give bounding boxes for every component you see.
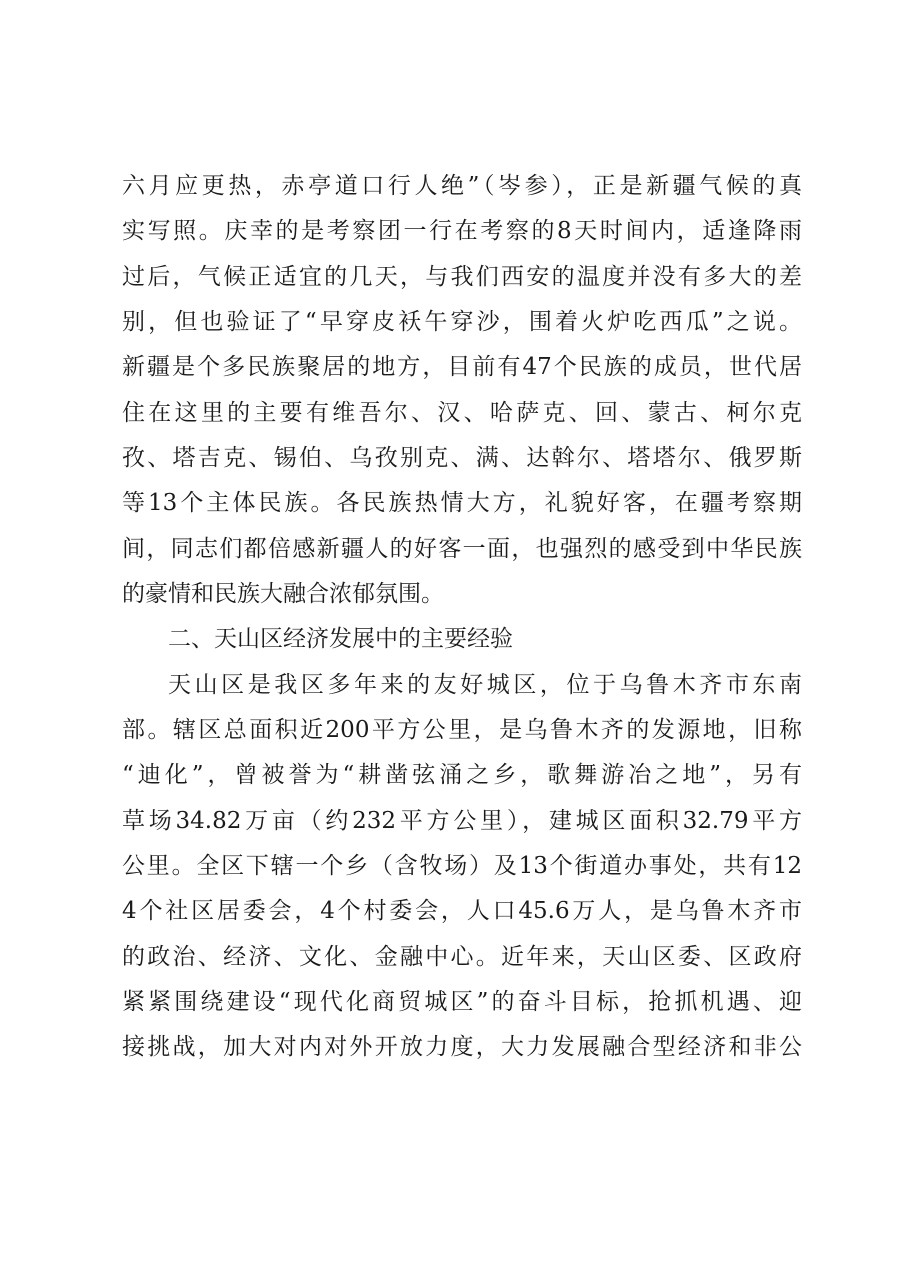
paragraph-1-line-10: 的豪情和民族大融合浓郁氛围。 [122,581,444,607]
paragraph-1-line-1: 六月应更热，赤亭道口行人绝”（岑参），正是新疆气候的真 [122,173,802,199]
paragraph-1-line-2: 实写照。庆幸的是考察团一行在考察的8天时间内，适逢降雨 [122,218,802,244]
paragraph-2-line-2: 部。辖区总面积近200平方公里，是乌鲁木齐的发源地，旧称 [122,717,802,743]
paragraph-2-line-6: 4个社区居委会，4个村委会，人口45.6万人，是乌鲁木齐市 [122,898,802,924]
paragraph-1-line-7: 孜、塔吉克、锡伯、乌孜别克、满、达斡尔、塔塔尔、俄罗斯 [122,445,802,471]
paragraph-2-line-3: “迪化”，曾被誉为“耕凿弦涌之乡，歌舞游冶之地”，另有 [122,762,802,788]
paragraph-2-line-8: 紧紧围绕建设“现代化商贸城区”的奋斗目标，抢抓机遇、迎 [122,989,802,1015]
paragraph-2-line-5: 公里。全区下辖一个乡（含牧场）及13个街道办事处，共有12 [122,853,802,879]
paragraph-2-line-4: 草场34.82万亩（约232平方公里），建城区面积32.79平方 [122,808,802,834]
paragraph-1-line-9: 间，同志们都倍感新疆人的好客一面，也强烈的感受到中华民族 [122,536,802,562]
paragraph-2-line-7: 的政治、经济、文化、金融中心。近年来，天山区委、区政府 [122,944,802,970]
section-heading: 二、天山区经济发展中的主要经验 [168,626,513,652]
paragraph-1-line-5: 新疆是个多民族聚居的地方，目前有47个民族的成员，世代居 [122,354,802,380]
paragraph-2-line-1: 天山区是我区多年来的友好城区，位于乌鲁木齐市东南 [168,672,802,698]
paragraph-2-line-9: 接挑战，加大对内对外开放力度，大力发展融合型经济和非公 [122,1034,802,1060]
paragraph-1-line-4: 别，但也验证了“早穿皮袄午穿沙，围着火炉吃西瓜”之说。 [122,309,802,335]
paragraph-1-line-3: 过后，气候正适宜的几天，与我们西安的温度并没有多大的差 [122,264,802,290]
paragraph-1-line-8: 等13个主体民族。各民族热情大方，礼貌好客，在疆考察期 [122,490,802,516]
paragraph-1-line-6: 住在这里的主要有维吾尔、汉、哈萨克、回、蒙古、柯尔克 [122,400,802,426]
